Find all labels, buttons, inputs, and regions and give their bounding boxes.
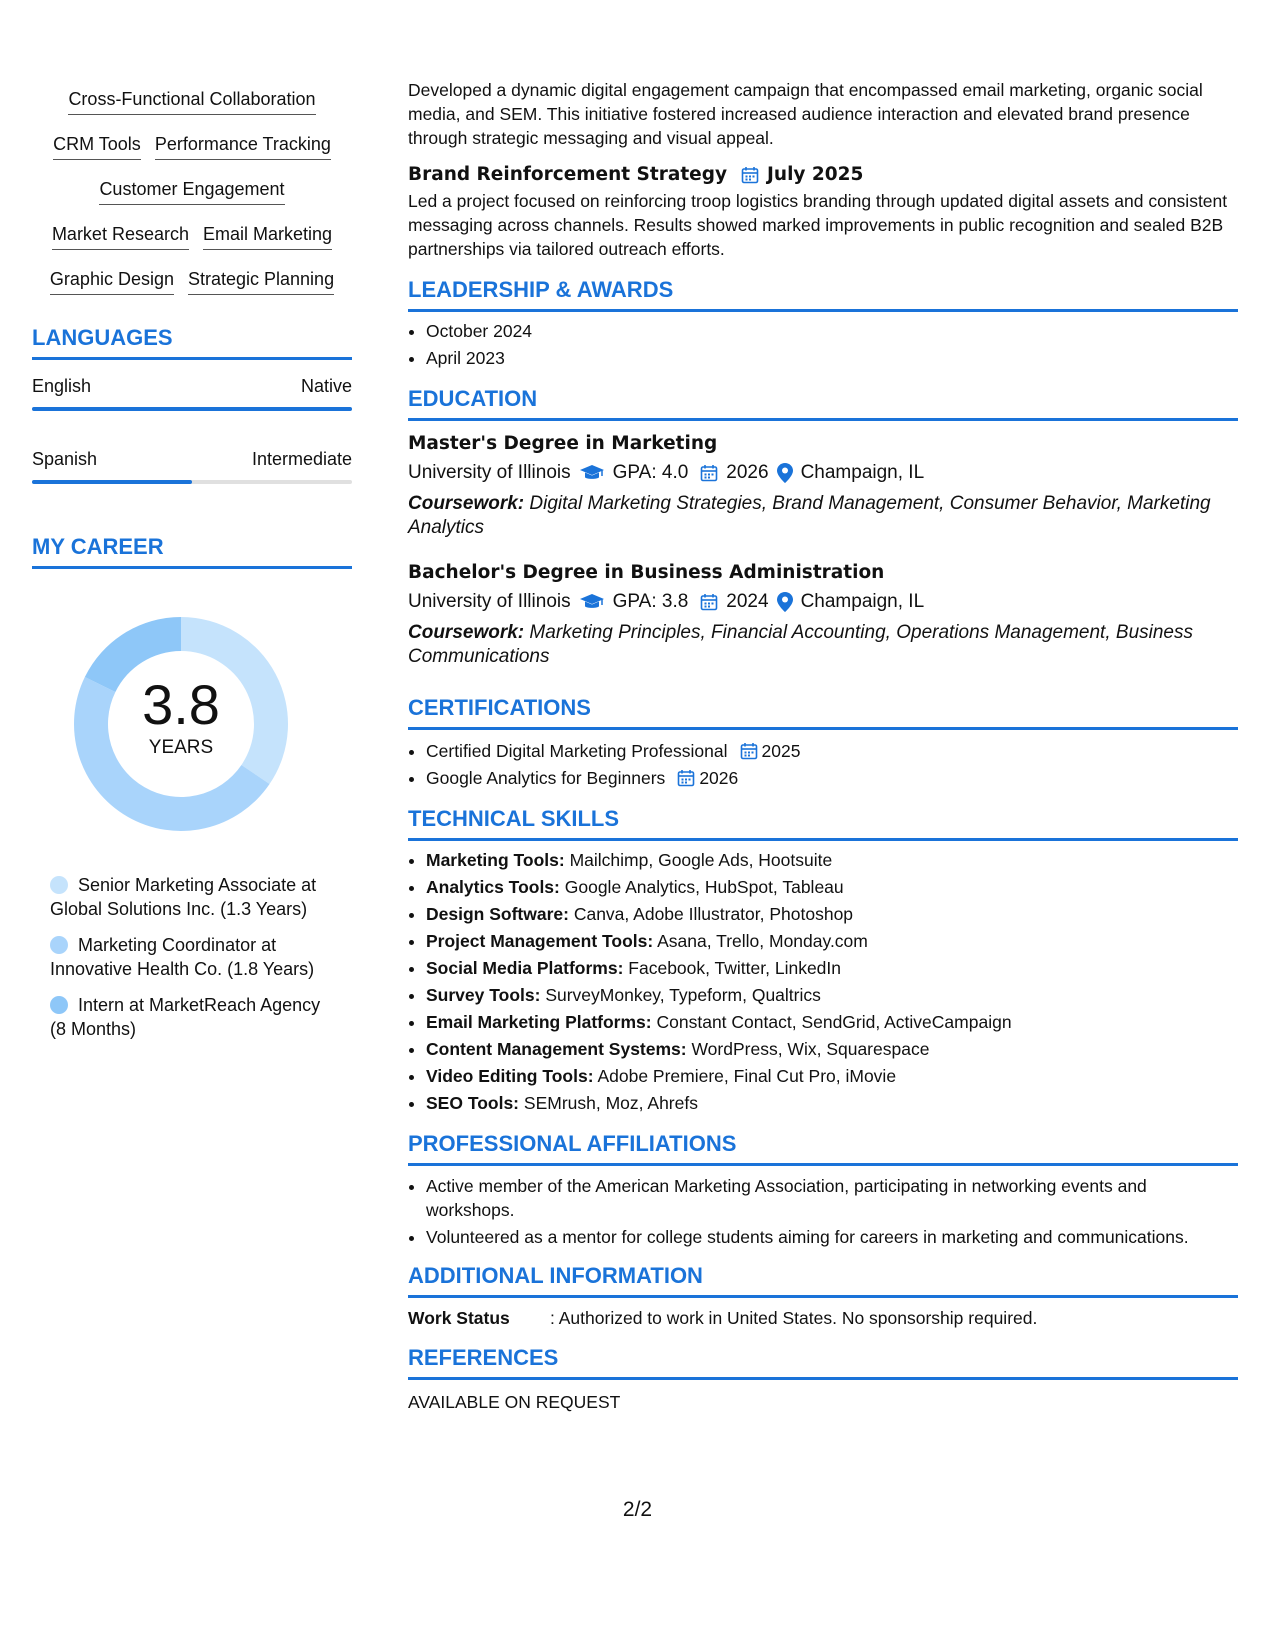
calendar-icon (740, 742, 758, 760)
technical-skill-label: Email Marketing Platforms: (426, 1012, 652, 1032)
leadership-list (408, 318, 1238, 372)
certification-year: 2025 (761, 741, 801, 761)
technical-skills-title: TECHNICAL SKILLS (408, 806, 1238, 841)
technical-skill-label: Survey Tools: (426, 985, 541, 1005)
skill-row (32, 268, 352, 295)
school-name: University of Illinois (408, 462, 571, 483)
leadership-title: LEADERSHIP & AWARDS (408, 277, 1238, 312)
technical-skill-value: Google Analytics, HubSpot, Tableau (564, 877, 844, 897)
degree-title: Master's Degree in Marketing (408, 433, 718, 454)
calendar-icon (677, 769, 695, 787)
languages-list (32, 376, 352, 484)
technical-skills-list (408, 847, 1238, 1117)
affiliations-title: PROFESSIONAL AFFILIATIONS (408, 1131, 1238, 1166)
coursework (408, 492, 1238, 540)
calendar-icon (700, 593, 718, 611)
technical-skill-item (426, 928, 1238, 955)
career-unit: YEARS (148, 737, 214, 758)
skill-tag: Graphic Design (50, 268, 174, 295)
references-title: REFERENCES (408, 1345, 1238, 1380)
technical-skill-label: Content Management Systems: (426, 1039, 687, 1059)
references-text: AVAILABLE ON REQUEST (408, 1392, 621, 1412)
education-list (408, 433, 1238, 669)
language-name: English (32, 376, 92, 396)
graduation-cap-icon (579, 593, 605, 611)
project-date: July 2025 (767, 164, 864, 185)
skill-row (32, 133, 352, 160)
skill-tag: Performance Tracking (155, 133, 331, 160)
soft-skills (32, 88, 352, 295)
skill-row (32, 178, 352, 205)
career-total: 3.8 (142, 673, 220, 736)
location-pin-icon (777, 463, 793, 483)
affiliation-item: • Volunteered as a mentor for college students aiming for careers in marketing and communications. (426, 1225, 1238, 1249)
language-level: Native (300, 376, 352, 396)
graduation-year: 2026 (726, 462, 769, 483)
affiliations-list (408, 1174, 1238, 1249)
project-heading (408, 164, 1238, 185)
left-column (32, 80, 352, 1053)
skill-tag: Market Research (52, 223, 189, 250)
career-title: MY CAREER (32, 534, 352, 569)
technical-skill-item (426, 1009, 1238, 1036)
affiliation-item: • Active member of the American Marketing Association, participating in networking events and workshops. (426, 1174, 1238, 1222)
page-number: 2/2 (622, 1498, 653, 1521)
calendar-icon (741, 166, 759, 184)
language-row (32, 449, 352, 470)
technical-skill-value: Constant Contact, SendGrid, ActiveCampaign (656, 1012, 1012, 1032)
technical-skill-label: Social Media Platforms: (426, 958, 624, 978)
right-column (408, 78, 1238, 1413)
gpa: GPA: 3.8 (612, 591, 689, 612)
degree-title: Bachelor's Degree in Business Administration (408, 562, 885, 583)
certification-name: Google Analytics for Beginners (426, 768, 666, 788)
certifications-title: CERTIFICATIONS (408, 695, 1238, 730)
education-entry (408, 562, 1238, 669)
skill-row (32, 223, 352, 250)
technical-skill-value: Facebook, Twitter, LinkedIn (628, 958, 842, 978)
technical-skill-item (426, 847, 1238, 874)
education-location: Champaign, IL (800, 462, 925, 483)
technical-skill-value: Adobe Premiere, Final Cut Pro, iMovie (597, 1066, 897, 1086)
school-name: University of Illinois (408, 591, 571, 612)
language-bar (32, 407, 352, 411)
technical-skill-item (426, 982, 1238, 1009)
legend-dot (50, 936, 68, 954)
location-pin-icon (777, 592, 793, 612)
career-legend-item (50, 993, 340, 1041)
technical-skill-value: SEMrush, Moz, Ahrefs (523, 1093, 698, 1113)
education-meta (408, 589, 1238, 615)
language-row (32, 376, 352, 397)
coursework-list: Marketing Principles, Financial Accounting, Operations Management, Business Communications (408, 622, 1193, 667)
work-status-value: : Authorized to work in United States. No sponsorship required. (550, 1308, 1038, 1328)
career-legend-label: Senior Marketing Associate at Global Solutions Inc. (1.3 Years) (50, 875, 317, 919)
skill-tag: Cross-Functional Collaboration (68, 88, 315, 115)
technical-skill-label: Marketing Tools: (426, 850, 565, 870)
project-title: Brand Reinforcement Strategy (408, 164, 728, 185)
technical-skill-label: Video Editing Tools: (426, 1066, 594, 1086)
technical-skill-item (426, 1063, 1238, 1090)
certification-item (426, 765, 1238, 792)
language-bar-fill (32, 480, 192, 484)
career-legend (32, 873, 340, 1041)
technical-skill-label: Design Software: (426, 904, 569, 924)
career-legend-label: Intern at MarketReach Agency (8 Months) (50, 995, 321, 1039)
technical-skill-value: Canva, Adobe Illustrator, Photoshop (573, 904, 854, 924)
career-legend-item (50, 933, 340, 981)
languages-title: LANGUAGES (32, 325, 352, 360)
legend-dot (50, 996, 68, 1014)
technical-skill-item (426, 874, 1238, 901)
legend-dot (50, 876, 68, 894)
technical-skill-label: SEO Tools: (426, 1093, 520, 1113)
education-location: Champaign, IL (800, 591, 925, 612)
project-description: Led a project focused on reinforcing troop logistics branding through updated digital assets and consistent messaging across channels. Results showed marked improvements in public recognition and sealed B2B partnerships via tailored outreach efforts. (408, 191, 1228, 259)
language-bar (32, 480, 352, 484)
coursework (408, 621, 1238, 669)
education-title: EDUCATION (408, 386, 1238, 421)
language-bar-fill (32, 407, 352, 411)
career-legend-label: Marketing Coordinator at Innovative Health Co. (1.8 Years) (50, 935, 315, 979)
work-status-label: Work Status (408, 1308, 510, 1328)
leadership-item: • April 2023 (426, 345, 1238, 372)
education-meta (408, 460, 1238, 486)
career-legend-item (50, 873, 340, 921)
skill-row (32, 88, 352, 115)
technical-skill-item (426, 955, 1238, 982)
certification-name: Certified Digital Marketing Professional (426, 741, 728, 761)
technical-skill-value: SurveyMonkey, Typeform, Qualtrics (545, 985, 821, 1005)
technical-skill-item (426, 901, 1238, 928)
technical-skill-item (426, 1036, 1238, 1063)
technical-skill-value: Mailchimp, Google Ads, Hootsuite (569, 850, 833, 870)
additional-info-title: ADDITIONAL INFORMATION (408, 1263, 1238, 1298)
technical-skill-label: Analytics Tools: (426, 877, 560, 897)
coursework-list: Digital Marketing Strategies, Brand Management, Consumer Behavior, Marketing Analytics (408, 493, 1211, 538)
certifications-list (408, 738, 1238, 792)
calendar-icon (700, 464, 718, 482)
technical-skill-item (426, 1090, 1238, 1117)
education-entry (408, 433, 1238, 540)
project-intro: Developed a dynamic digital engagement campaign that encompassed email marketing, organic social media, and SEM. This initiative fostered increased audience interaction and elevated brand presence through strategic messaging and visual appeal. (408, 80, 1203, 148)
gpa: GPA: 4.0 (612, 462, 689, 483)
certification-year: 2026 (699, 768, 739, 788)
skill-tag: Email Marketing (203, 223, 332, 250)
technical-skill-value: Asana, Trello, Monday.com (657, 931, 868, 951)
language-level: Intermediate (251, 449, 352, 469)
technical-skill-label: Project Management Tools: (426, 931, 654, 951)
graduation-cap-icon (579, 464, 605, 482)
leadership-item: • October 2024 (426, 318, 1238, 345)
certification-item (426, 738, 1238, 765)
career-donut-chart (66, 609, 296, 839)
coursework-label: Coursework: (408, 622, 525, 643)
coursework-label: Coursework: (408, 493, 525, 514)
skill-tag: Strategic Planning (188, 268, 334, 295)
skill-tag: Customer Engagement (99, 178, 284, 205)
skill-tag: CRM Tools (53, 133, 141, 160)
language-name: Spanish (32, 449, 98, 469)
graduation-year: 2024 (726, 591, 769, 612)
work-status-row (408, 1308, 1238, 1329)
technical-skill-value: WordPress, Wix, Squarespace (691, 1039, 930, 1059)
